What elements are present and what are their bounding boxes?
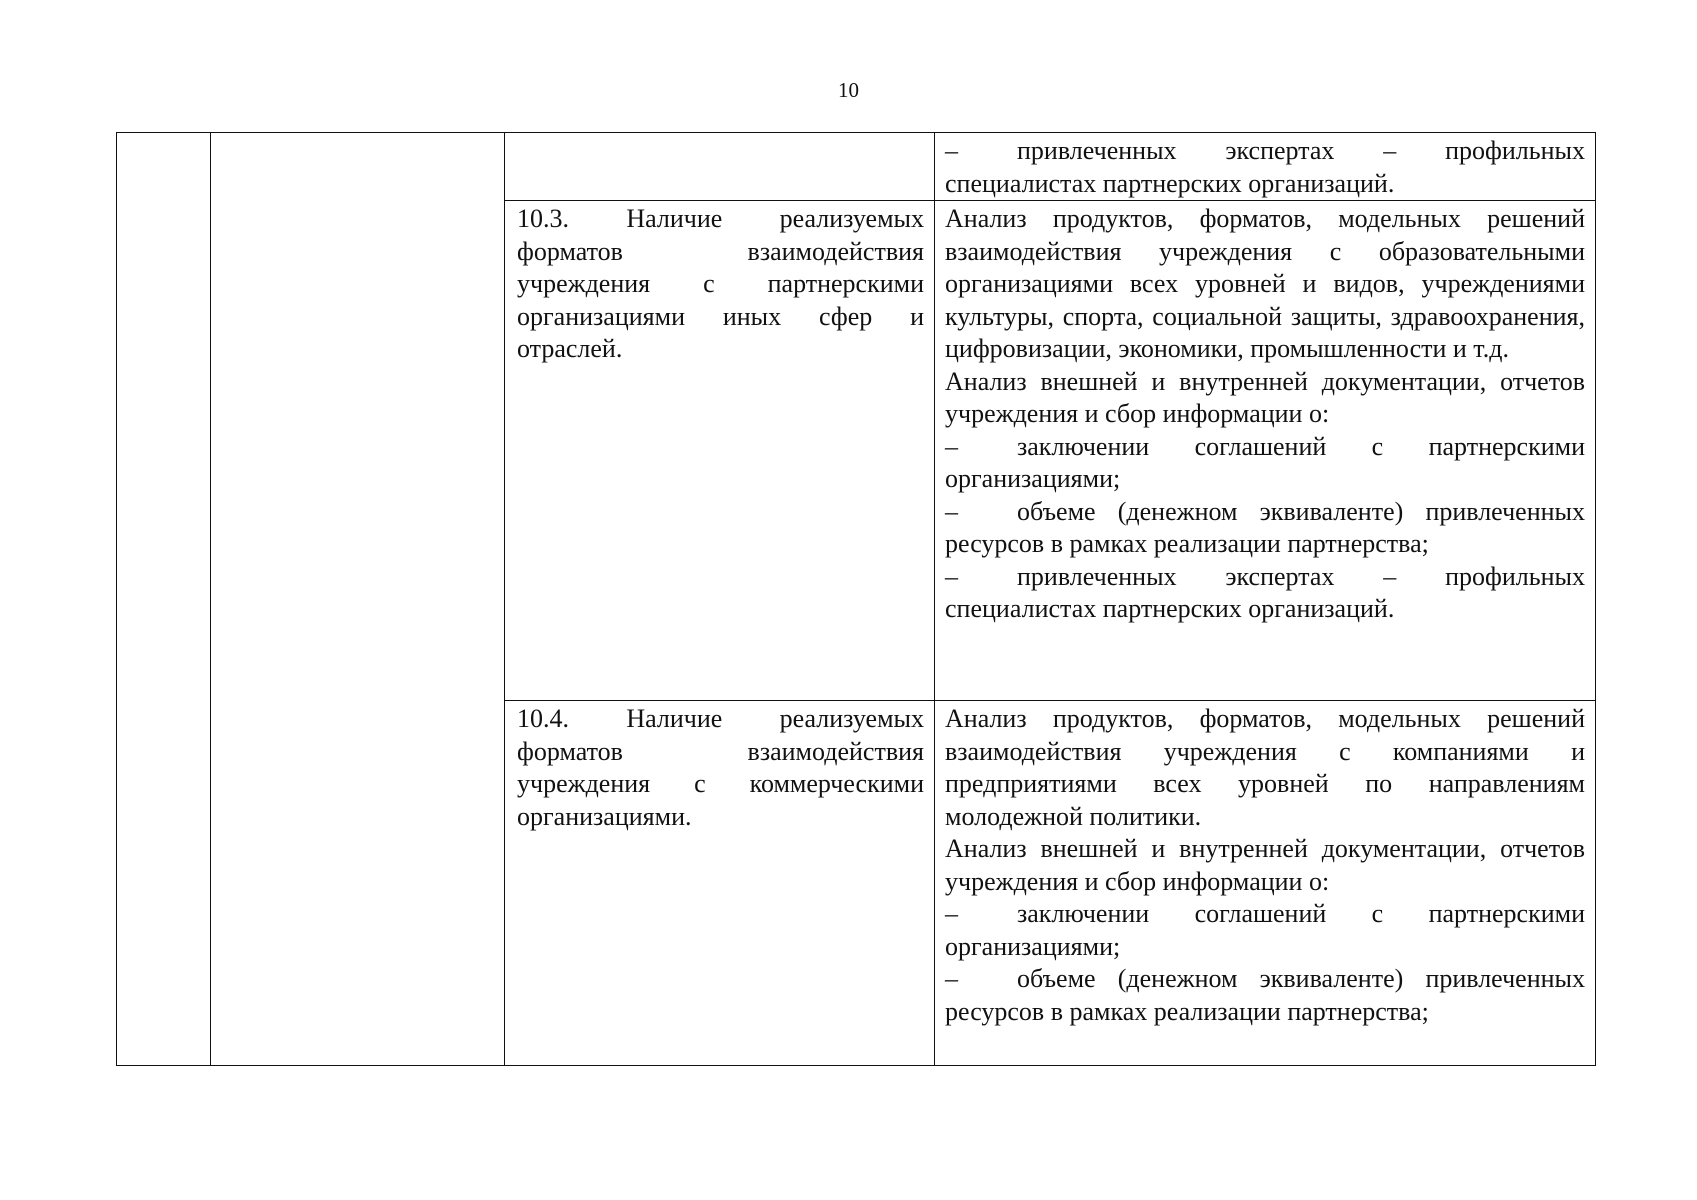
- table-cell-criterion: [505, 201, 935, 701]
- method-dash-item: [945, 496, 1585, 561]
- method-dash-text: объеме (денежном эквиваленте) привлеченных ресурсов в рамках реализации партнерства;: [945, 964, 1585, 1026]
- dash-marker: –: [945, 496, 958, 526]
- method-dash-item: [945, 431, 1585, 496]
- table-cell-method: [935, 133, 1596, 201]
- method-dash-text: объеме (денежном эквиваленте) привлеченных ресурсов в рамках реализации партнерства;: [945, 496, 1585, 558]
- table-cell-method: [935, 201, 1596, 701]
- table-cell-criterion: [505, 701, 935, 1066]
- method-dash-text: заключении соглашений с партнерскими организациями;: [945, 431, 1585, 493]
- criterion-text: 10.3. Наличие реализуемых форматов взаимодействия учреждения с партнерскими организациями иных сфер и отраслей.: [517, 204, 924, 363]
- table-row: [117, 133, 1596, 201]
- method-dash-text: привлеченных экспертах – профильных специалистах партнерских организаций.: [945, 561, 1585, 623]
- criteria-table: [116, 132, 1596, 1066]
- dash-marker: –: [945, 964, 958, 993]
- method-dash-text: заключении соглашений с партнерскими организациями;: [945, 899, 1585, 961]
- method-dash-item: [945, 135, 1585, 200]
- method-paragraph: Анализ продуктов, форматов, модельных решений взаимодействия учреждения с компаниями и предприятиями всех уровней по направлениям молодежной политики.: [945, 704, 1585, 831]
- dash-marker: –: [945, 431, 958, 461]
- dash-marker: –: [945, 136, 958, 165]
- method-paragraph: Анализ внешней и внутренней документации, отчетов учреждения и сбор информации о:: [945, 834, 1585, 896]
- method-dash-item: [945, 561, 1585, 626]
- page-number: 10: [838, 78, 859, 102]
- method-dash-item: [945, 898, 1585, 963]
- dash-marker: –: [945, 899, 958, 928]
- method-paragraph: Анализ продуктов, форматов, модельных решений взаимодействия учреждения с образовательными организациями всех уровней и видов, учреждениями культуры, спорта, социальной защиты, здравоохранения, цифровизации, экономики, промышленности и т.д.: [945, 204, 1585, 363]
- criterion-text: 10.4. Наличие реализуемых форматов взаимодействия учреждения с коммерческими организациями.: [517, 704, 924, 831]
- table-cell-criterion: [505, 133, 935, 201]
- table-cell-number: [117, 133, 211, 1066]
- method-paragraph: Анализ внешней и внутренней документации, отчетов учреждения и сбор информации о:: [945, 366, 1585, 428]
- table-cell-indicator: [211, 133, 505, 1066]
- method-dash-text: привлеченных экспертах – профильных специалистах партнерских организаций.: [945, 136, 1585, 198]
- table-cell-method: [935, 701, 1596, 1066]
- dash-marker: –: [945, 561, 958, 591]
- method-dash-item: [945, 963, 1585, 1028]
